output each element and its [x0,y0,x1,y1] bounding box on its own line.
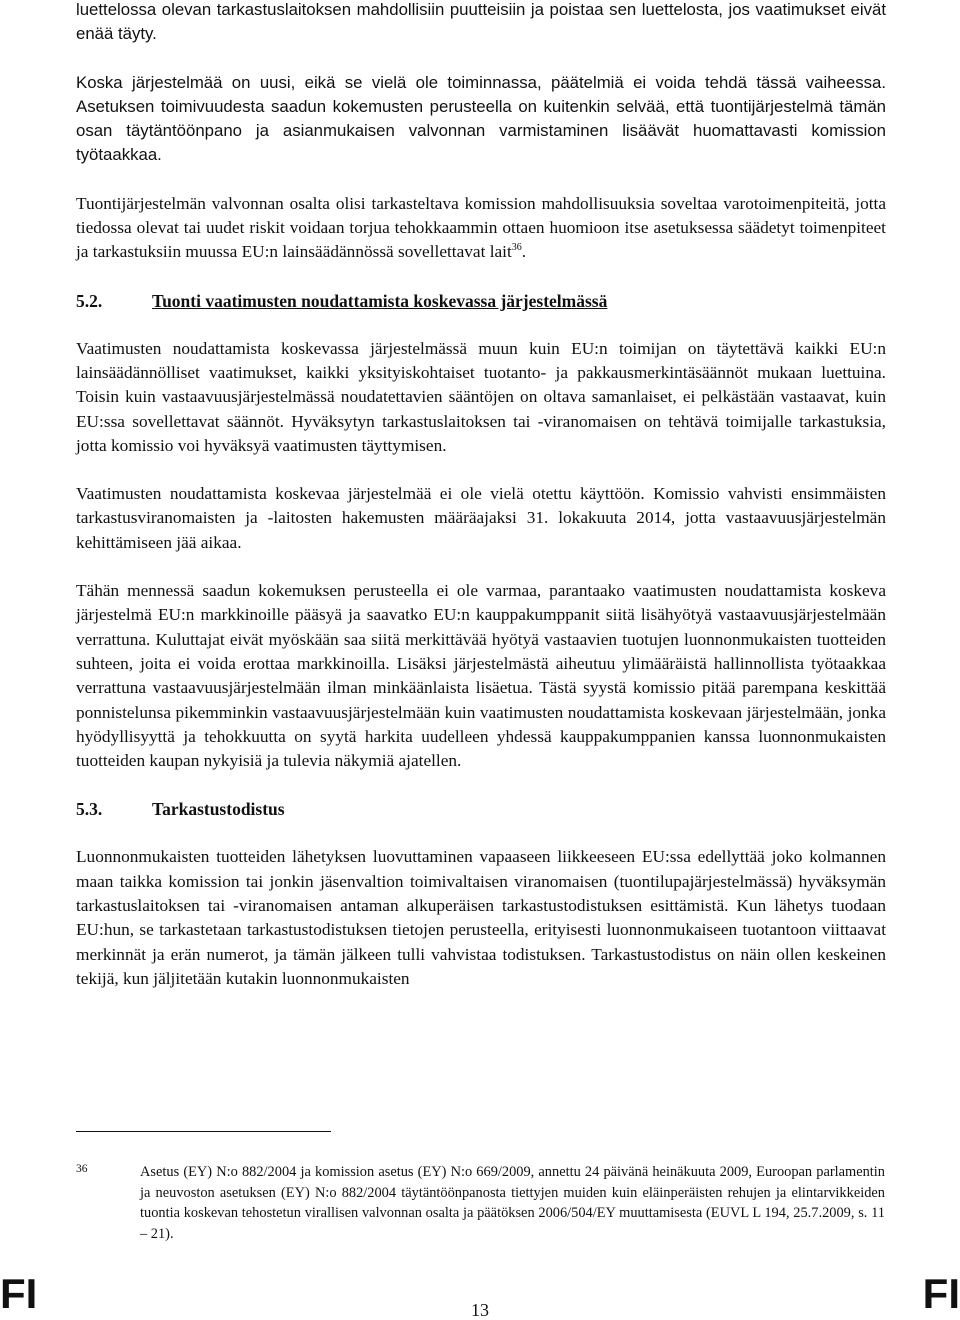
footnote-36 [76,1162,886,1244]
paragraph-vaatimusten-2: Vaatimusten noudattamista koskevaa järjestelmää ei ole vielä otettu käyttöön. Komissio vahvisti ensimmäisten tarkastusviranomaisten ja -laitosten hakemusten määräajaksi 31. lokakuuta 2014, jotta vastaavuusjärjestelmän kehittämiseen jää aikaa. [76,484,886,552]
paragraph-tahan: Tähän mennessä saadun kokemuksen perusteella ei ole varmaa, parantaako vaatimusten noudattamista koskeva järjestelmä EU:n markkinoille pääsyä ja saavatko EU:n kauppakumppanit siitä lisähyötyä vastaavuusjärjestelmään verrattuna. Kuluttajat eivät myöskään saa siitä merkittävää hyötyä vastaavien tuotujen luonnonmukaisten tuotteiden suhteen, joita ei voida erottaa markkinoilla. Lisäksi järjestelmästä aiheutuu ylimääräistä hallinnollista työtaakkaa verrattuna vastaavuusjärjestelmään ilman minkäänlaista lisäetua. Tästä syystä komissio pitää parempana keskittää ponnistelunsa pikemminkin vastaavuusjärjestelmään kuin vaatimusten noudattamista koskevaan järjestelmään, jonka hyödyllisyyttä ja tehokkuutta on syytä harkita uudelleen yhdessä kauppakumppanien kanssa luonnonmukaisten tuotteiden kaupan nykyisiä ja tulevia näkymiä ajatellen. [76,581,886,771]
footnote-ref-36[interactable]: 36 [511,242,522,254]
footnote-text: Asetus (EY) N:o 882/2004 ja komission asetus (EY) N:o 669/2009, annettu 24 päivänä heinäkuuta 2009, Euroopan parlamentin ja neuvoston asetuksen (EY) N:o 882/2004 täytäntöönpanosta tiettyjen muiden kuin eläinperäisten rehujen ja elintarvikkeiden tuontia koskevan tehostetun virallisen valvonnan osalta ja päätöksen 2006/504/EY muuttamisesta (EUVL L 194, 25.7.2009, s. 11 – 21). [140,1164,885,1242]
section-title-5-3: Tarkastustodistus [152,799,285,820]
document-body [76,0,886,991]
footer-page-number: 13 [471,1300,489,1320]
paragraph-intro: luettelossa olevan tarkastuslaitoksen mahdollisiin puutteisiin ja poistaa sen luettelosta, jos vaatimukset eivät enää täyty. [76,0,886,44]
section-number-5-3: 5.3. [76,799,103,820]
paragraph-tuontijarjestelma-text: Tuontijärjestelmän valvonnan osalta olisi tarkasteltava komission mahdollisuuksia soveltaa varotoimenpiteitä, jotta tiedossa olevat tai uudet riskit voidaan torjua tehokkaammin ottaen huomioon itse asetuksessa säädetyt toimenpiteet ja tarkastuksiin muussa EU:n lainsäädännössä sovellettavat lait [76,193,886,262]
section-heading-5-3 [76,797,886,821]
paragraph-luonnonmukaisten: Luonnonmukaisten tuotteiden lähetyksen luovuttaminen vapaaseen liikkeeseen EU:ssa edellyttää joko kolmannen maan taikka komission tai jonkin jäsenvaltion toimivaltaisen viranomaisen (tuontilupajärjestelmässä) hyväksymän tarkastuslaitoksen tai -viranomaisen antaman alkuperäisen tarkastustodistuksen esittämistä. Kun lähetys tuodaan EU:hun, se tarkastetaan tarkastustodistuksen tietojen perusteella, erityisesti luonnonmukaiseen tuotantoon viittaavat merkinnät ja erän numerot, ja tämän jälkeen tulli vahvistaa todistuksen. Tarkastustodistus on näin ollen keskeinen tekijä, kun jäljitetään kutakin luonnonmukaisten [76,847,886,988]
section-number-5-2: 5.2. [76,290,103,311]
section-heading-5-2 [76,289,886,313]
footnote-number: 36 [76,1163,88,1175]
footnote-separator [76,1131,331,1132]
footer-language-left: FI [0,1270,38,1317]
paragraph-koska-part1: Koska järjestelmää on uusi, eikä se vielä ole toiminnassa, päätelmiä ei voida tehdä tässä vaiheessa. [76,72,886,92]
paragraph-tuontijarjestelma [76,192,886,265]
paragraph-vaatimusten-1: Vaatimusten noudattamista koskevassa järjestelmässä muun kuin EU:n toimijan on täytettävä kaikki EU:n lainsäädännölliset vaatimukset, kaikki yksityiskohtaiset tuotanto- ja pakkausmerkintäsäännöt mukaan luettuina. Toisin kuin vastaavuusjärjestelmässä noudatettavien sääntöjen on oltava samanlaiset, ei pelkästään vastaavat, kuin EU:ssa sovellettavat säännöt. Hyväksytyn tarkastuslaitoksen tai -viranomaisen on tehtävä toimijalle tarkastuksia, jotta komissio voi hyväksyä vaatimusten täyttymisen. [76,338,886,455]
section-title-5-2: Tuonti vaatimusten noudattamista koskevassa järjestelmässä [152,290,608,311]
footer-language-right: FI [922,1270,960,1317]
paragraph-koska-part2: Asetuksen toimivuudesta saadun kokemusten perusteella on kuitenkin selvää, että tuontijärjestelmä tämän osan täytäntöönpano ja asianmukaisen valvonnan varmistaminen lisäävät huomattavasti komission työtaakkaa. [76,96,886,165]
paragraph-tuontijarjestelma-end: . [521,242,527,262]
paragraph-koska [76,71,886,168]
